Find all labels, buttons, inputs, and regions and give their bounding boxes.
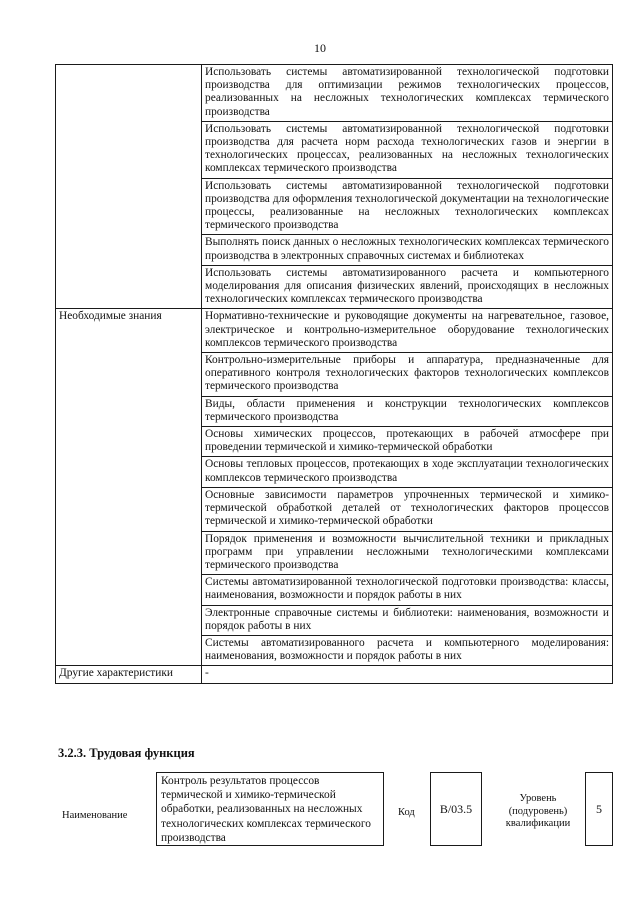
- skills-label-cell: [56, 65, 202, 309]
- section-heading: 3.2.3. Трудовая функция: [58, 746, 195, 760]
- skill-cell: [202, 178, 613, 235]
- skill-text: Использовать системы автоматизированной технологической подготовки производства для оптимизации режимов технологических процессов, реализованных на несложных технологических комплексах термического производства: [205, 66, 609, 118]
- knowledge-text: Нормативно-технические и руководящие документы на нагревательное, газовое, электрическое и контрольно-измерительное оборудование технологических комплексов термического производства: [205, 310, 609, 349]
- knowledge-text: Основы химических процессов, протекающих в рабочей атмосфере при проведении термической и химико-термической обработки: [205, 428, 609, 454]
- skill-text: Использовать системы автоматизированного расчета и компьютерного моделирования для описания физических явлений, происходящих в несложных технологических комплексах термического производства: [205, 266, 609, 306]
- knowledge-label: Необходимые знания: [56, 309, 202, 666]
- skill-text: Использовать системы автоматизированной технологической подготовки производства для расчета норм расхода технологических газов и энергии в технологических процессах, реализованных на несложных технологических комплексах термического производства: [205, 122, 609, 175]
- other-value: -: [202, 666, 613, 683]
- requirements-table: [55, 64, 613, 684]
- knowledge-cell: [202, 309, 613, 353]
- table-row: [56, 309, 613, 353]
- name-label: Наименование: [62, 810, 128, 821]
- knowledge-text: Контрольно-измерительные приборы и аппаратура, предназначенные для оперативного контроля технологических факторов технологических комплексов термического производства: [205, 354, 609, 393]
- level-label: Уровень (подуровень) квалификации: [505, 793, 571, 829]
- knowledge-cell: [202, 635, 613, 665]
- knowledge-text: Электронные справочные системы и библиотеки: наименования, возможности и порядок работы в них: [205, 606, 609, 632]
- table-row: [56, 666, 613, 683]
- knowledge-cell: [202, 457, 613, 487]
- knowledge-text: Основы тепловых процессов, протекающих в ходе эксплуатации технологических комплексов термического производства: [205, 458, 609, 484]
- code-label: Код: [398, 807, 415, 818]
- table-row: [56, 65, 613, 122]
- function-name-box: Контроль результатов процессов термической и химико-термической обработки, реализованных на несложных технологических комплексах термического производства: [156, 772, 384, 846]
- knowledge-text: Системы автоматизированного расчета и компьютерного моделирования: наименования, возможности и порядок работы в них: [205, 636, 609, 663]
- level-box: [585, 772, 613, 846]
- skill-cell: [202, 235, 613, 265]
- knowledge-cell: [202, 396, 613, 426]
- knowledge-cell: [202, 605, 613, 635]
- other-label: Другие характеристики: [56, 666, 202, 683]
- code-box: [430, 772, 482, 846]
- knowledge-cell: [202, 575, 613, 605]
- skill-cell: [202, 265, 613, 309]
- level-value: 5: [596, 801, 602, 816]
- knowledge-text: Порядок применения и возможности вычислительной техники и прикладных программ при управлении несложными технологическими комплексами термического производства: [205, 532, 609, 571]
- knowledge-cell: [202, 487, 613, 531]
- knowledge-text: Системы автоматизированной технологической подготовки производства: классы, наименования, возможности и порядок работы в них: [205, 576, 609, 602]
- knowledge-cell: [202, 353, 613, 397]
- knowledge-cell: [202, 427, 613, 457]
- knowledge-text: Основные зависимости параметров упрочненных термической и химико-термической обработкой деталей от технологических факторов процессов термической и химико-термической обработки: [205, 488, 609, 528]
- skill-text: Выполнять поиск данных о несложных технологических комплексах термического производства в электронных справочных системах и библиотеках: [205, 236, 609, 262]
- skill-cell: [202, 121, 613, 178]
- code-value: B/03.5: [439, 801, 473, 816]
- knowledge-cell: [202, 531, 613, 575]
- page-number: 10: [314, 41, 326, 55]
- skill-text: Использовать системы автоматизированной технологической подготовки производства для оформления технологической документации на технологические процессы, реализованные на несложных технологических комплексах термического производства: [205, 179, 609, 232]
- knowledge-text: Виды, области применения и конструкции технологических комплексов термического производства: [205, 397, 609, 423]
- skill-cell: [202, 65, 613, 122]
